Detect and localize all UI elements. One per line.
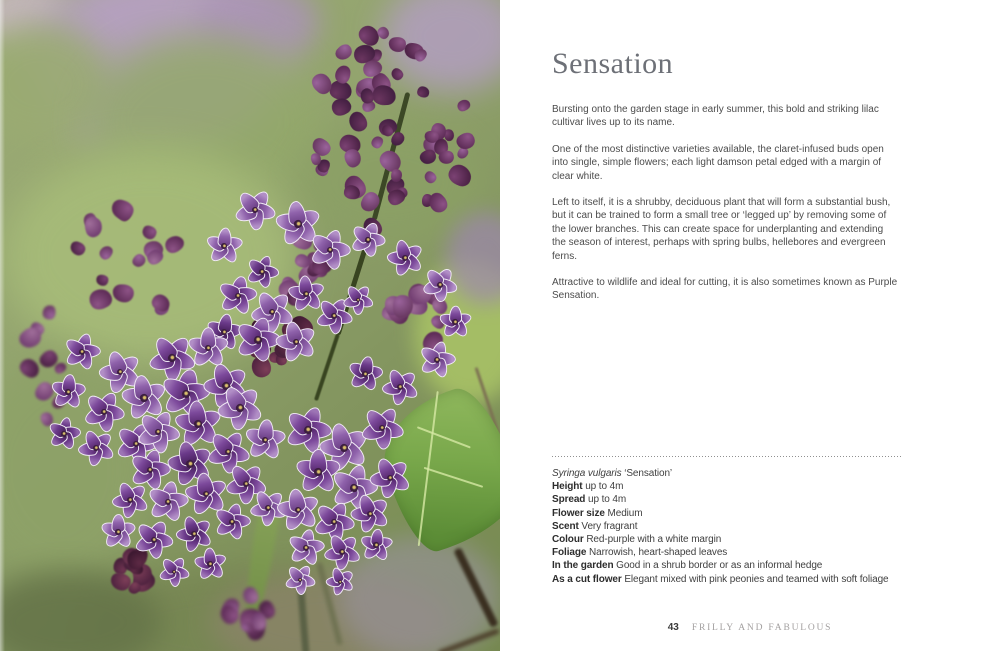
spec-label: Height [552,481,583,493]
dotted-divider [552,456,902,457]
spec-value: Elegant mixed with pink peonies and teamed with soft foliage [624,573,889,585]
plant-specs [552,456,902,586]
spec-row-in-the-garden [552,559,902,572]
chapter-title: FRILLY AND FABULOUS [691,623,833,633]
spec-value: Very fragrant [581,520,638,532]
spec-value: Medium [607,507,643,519]
article [552,49,898,316]
spec-label: As a cut flower [552,573,622,585]
lilac-flower [345,354,384,393]
spec-row-foliage [552,546,902,559]
species-latin: Syringa vulgaris [552,468,622,479]
spec-value: up to 4m [588,494,627,506]
leaf-vein [417,426,471,448]
lilac-bud [417,86,430,98]
lilac-bud [455,97,472,114]
page-edge-highlight [0,0,5,651]
spec-value: Good in a shrub border or as an informal hedge [616,560,823,572]
spec-label: Colour [552,534,584,546]
article-paragraph: Bursting onto the garden stage in early summer, this bold and striking lilac cultivar lives up to its name. [552,104,879,129]
lilac-bud [96,275,109,286]
spec-label: Spread [552,494,586,506]
flower-center [61,431,67,437]
spec-label: Foliage [552,547,587,559]
spec-row-height [552,480,902,493]
spec-row-flower-size [552,507,902,520]
article-paragraph: One of the most distinctive varieties available, the claret-infused buds open into single, simple flowers; each light damson petal edged with a margin of clear white. [552,143,884,182]
lilac-bud [333,42,355,64]
lilac-bud [393,295,414,319]
text-page [500,0,1000,651]
spec-label: Scent [552,520,579,532]
spec-value: Narrowish, heart-shaped leaves [589,547,728,559]
spec-value: Red-purple with a white margin [586,534,722,546]
species-cultivar: ‘Sensation’ [624,468,673,479]
leaf-vein [424,466,483,487]
article-paragraph: Left to itself, it is a shrubby, deciduous plant that will form a substantial bush, but it can be trained to form a small tree or ‘legged up’ by removing some of the lower branches. This can create space for underplanting and extending the season of interest, perhaps with spring bulbs, hellebores and evergreen ferns. [552,197,891,262]
species-line [552,467,902,480]
flower-center [362,371,368,377]
spec-value: up to 4m [585,481,624,493]
page-footer [500,617,1000,635]
lilac-bud [372,85,396,106]
page-title: Sensation [552,47,674,80]
article-paragraph: Attractive to wildlife and ideal for cutting, it is also sometimes known as Purple Sensation. [552,277,898,302]
spec-label: In the garden [552,560,614,572]
spec-row-spread [552,493,902,506]
spec-row-colour [552,533,902,546]
spec-row-as-a-cut-flower [552,573,902,586]
spec-row-scent [552,520,902,533]
spec-label: Flower size [552,507,605,519]
page-number: 43 [667,622,679,633]
